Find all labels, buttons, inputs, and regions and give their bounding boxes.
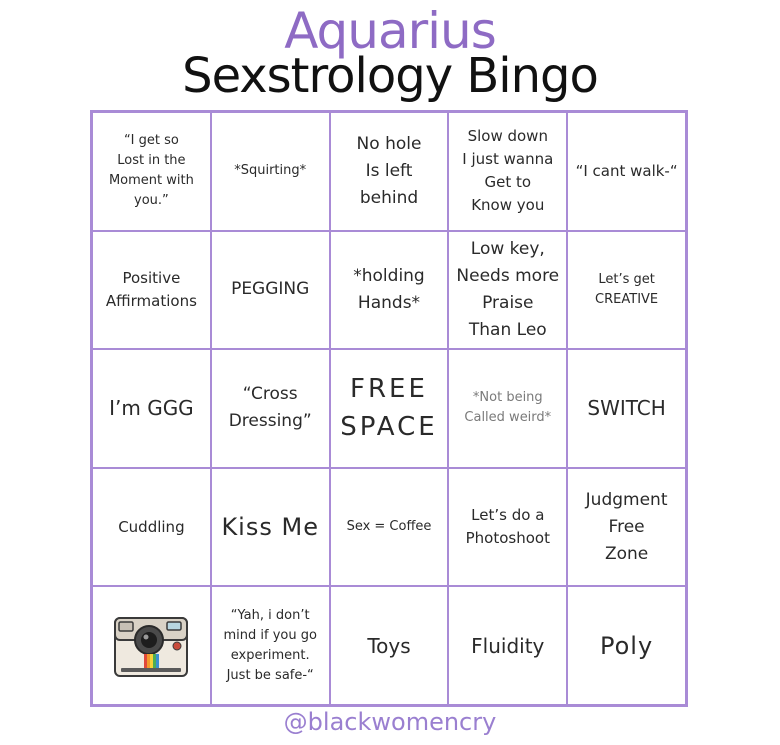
bingo-cell-camera <box>92 586 211 705</box>
bingo-cell: *Squirting* <box>211 112 330 231</box>
bingo-board <box>90 110 688 707</box>
bingo-cell: “Cross Dressing” <box>211 349 330 468</box>
bingo-cell: Kiss Me <box>211 468 330 587</box>
footer-handle: @blackwomencry <box>283 708 497 736</box>
bingo-cell: SWITCH <box>567 349 686 468</box>
bingo-cell: Fluidity <box>448 586 567 705</box>
bingo-cell: Let’s get CREATIVE <box>567 231 686 350</box>
bingo-cell: *holding Hands* <box>330 231 449 350</box>
bingo-cell: “I get so Lost in the Moment with you.” <box>92 112 211 231</box>
polaroid-camera-icon <box>111 610 191 682</box>
bingo-cell: “I cant walk-“ <box>567 112 686 231</box>
bingo-cell: Positive Affirmations <box>92 231 211 350</box>
bingo-cell: Cuddling <box>92 468 211 587</box>
bingo-cell: *Not being Called weird* <box>448 349 567 468</box>
bingo-cell: Toys <box>330 586 449 705</box>
bingo-cell: No hole Is left behind <box>330 112 449 231</box>
title-aquarius: Aquarius <box>284 2 496 60</box>
bingo-cell: Sex = Coffee <box>330 468 449 587</box>
bingo-cell: Let’s do a Photoshoot <box>448 468 567 587</box>
bingo-cell: I’m GGG <box>92 349 211 468</box>
bingo-cell: Judgment Free Zone <box>567 468 686 587</box>
bingo-cell: Low key, Needs more Praise Than Leo <box>448 231 567 350</box>
bingo-cell: PEGGING <box>211 231 330 350</box>
bingo-cell: “Yah, i don’t mind if you go experiment. Just be safe-“ <box>211 586 330 705</box>
bingo-cell: Slow down I just wanna Get to Know you <box>448 112 567 231</box>
title-sexstrology-bingo: Sexstrology Bingo <box>182 48 598 104</box>
bingo-free-space: FREE SPACE <box>330 349 449 468</box>
bingo-cell: Poly <box>567 586 686 705</box>
